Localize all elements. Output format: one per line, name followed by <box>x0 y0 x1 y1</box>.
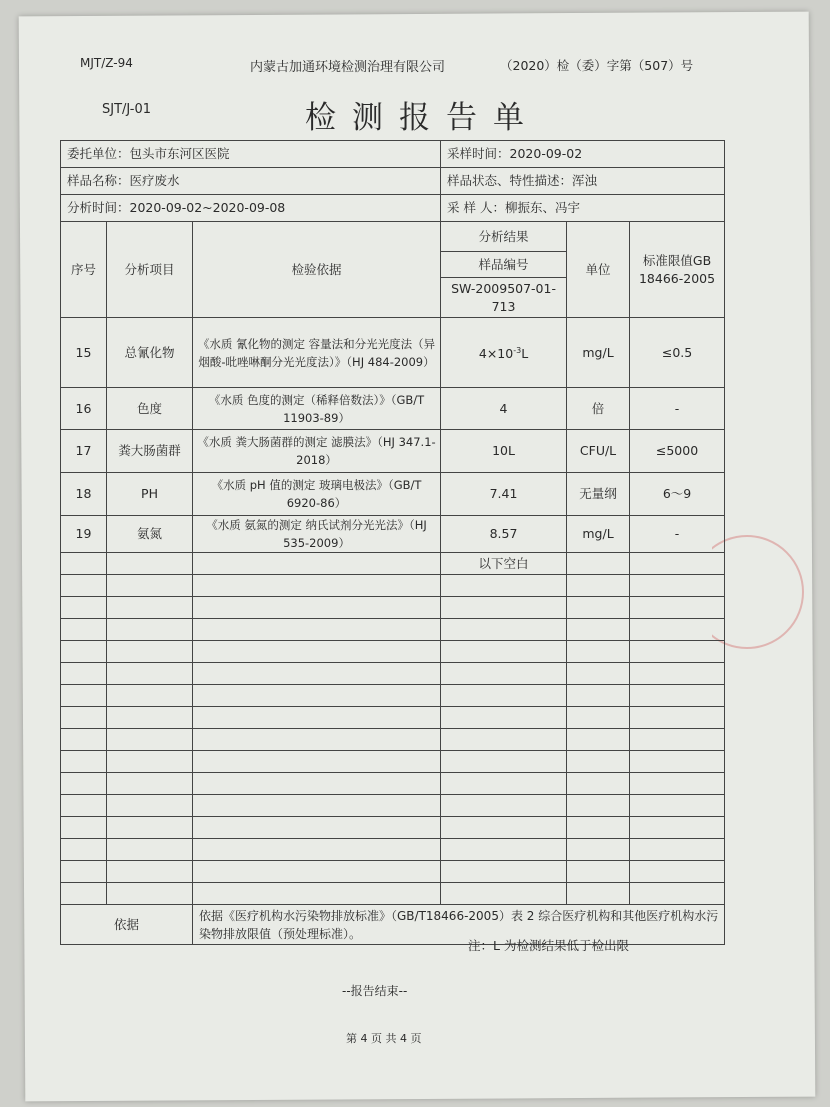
cell-no: 19 <box>61 516 107 553</box>
col-header-basis: 检验依据 <box>193 222 441 318</box>
blank-row <box>61 751 725 773</box>
col-header-unit: 单位 <box>567 222 630 318</box>
cell-item: 色度 <box>107 388 193 430</box>
cell-value: 4 <box>441 388 567 430</box>
cell-limit: ≤0.5 <box>630 318 725 388</box>
header-row-1 <box>61 222 725 252</box>
blank-row <box>61 663 725 685</box>
cell-item: PH <box>107 473 193 516</box>
blank-row <box>61 619 725 641</box>
report-table <box>60 140 725 945</box>
cell-basis: 《水质 色度的测定（稀释倍数法）》（GB/T 11903-89） <box>193 388 441 430</box>
blank-row <box>61 861 725 883</box>
blank-row <box>61 839 725 861</box>
cell-unit: CFU/L <box>567 430 630 473</box>
col-header-result: 分析结果 <box>441 222 567 252</box>
sample-name-field: 样品名称：医疗废水 <box>61 168 441 195</box>
cell-value: 10L <box>441 430 567 473</box>
page-number: 第 4 页 共 4 页 <box>346 1032 422 1045</box>
table-row <box>61 473 725 516</box>
footnote: 注：L 为检测结果低于检出限 <box>468 938 629 953</box>
cell-limit: 6～9 <box>630 473 725 516</box>
company-name: 内蒙古加通环境检测治理有限公司 <box>250 60 446 75</box>
cell-basis: 《水质 氨氮的测定 纳氏试剂分光光法》（HJ 535-2009） <box>193 516 441 553</box>
page-title: 检测报告单 <box>305 100 540 136</box>
value-base: 4×10 <box>478 346 514 362</box>
cell-value: 8.57 <box>441 516 567 553</box>
table-row <box>61 516 725 553</box>
cell-limit: - <box>630 388 725 430</box>
blank-row <box>61 883 725 905</box>
cell-limit: ≤5000 <box>630 430 725 473</box>
col-header-sample-no: SW-2009507-01-713 <box>441 278 567 318</box>
cell-limit: - <box>630 516 725 553</box>
sampler-field: 采 样 人：柳振东、冯宇 <box>441 195 725 222</box>
blank-marker: 以下空白 <box>441 553 567 575</box>
sampling-time-field: 采样时间：2020-09-02 <box>441 141 725 168</box>
basis-label: 依据 <box>61 905 193 945</box>
cell-unit: mg/L <box>567 516 630 553</box>
cell-value <box>441 318 567 388</box>
table-row <box>61 388 725 430</box>
cell-no: 16 <box>61 388 107 430</box>
report-end: --报告结束-- <box>342 984 408 998</box>
analysis-time-field: 分析时间：2020-09-02~2020-09-08 <box>61 195 441 222</box>
cell-basis: 《水质 pH 值的测定 玻璃电极法》（GB/T 6920-86） <box>193 473 441 516</box>
cell-value: 7.41 <box>441 473 567 516</box>
cell-no: 17 <box>61 430 107 473</box>
client-field: 委托单位：包头市东河区医院 <box>61 141 441 168</box>
cell-item: 氨氮 <box>107 516 193 553</box>
blank-row <box>61 817 725 839</box>
col-header-item: 分析项目 <box>107 222 193 318</box>
cell-item: 总氰化物 <box>107 318 193 388</box>
blank-row <box>61 795 725 817</box>
info-row-sample <box>61 168 725 195</box>
blank-row <box>61 707 725 729</box>
cell-unit: 无量纲 <box>567 473 630 516</box>
cell-item: 粪大肠菌群 <box>107 430 193 473</box>
blank-row <box>61 729 725 751</box>
cell-unit: 倍 <box>567 388 630 430</box>
cell-no: 15 <box>61 318 107 388</box>
cell-no: 18 <box>61 473 107 516</box>
blank-row <box>61 553 725 575</box>
cell-basis: 《水质 粪大肠菌群的测定 滤膜法》（HJ 347.1-2018） <box>193 430 441 473</box>
col-header-no: 序号 <box>61 222 107 318</box>
blank-row <box>61 685 725 707</box>
value-exponent: -3 <box>513 345 522 355</box>
cell-basis: 《水质 氰化物的测定 容量法和分光光度法（异烟酸-吡唑啉酮分光光度法）》（HJ 484-2009） <box>193 318 441 388</box>
basis-text: 依据《医疗机构水污染物排放标准》（GB/T18466-2005）表 2 综合医疗机构和其他医疗机构水污染物排放限值（预处理标准）。 <box>193 905 725 945</box>
col-header-limit: 标准限值GB 18466-2005 <box>630 222 725 318</box>
blank-row <box>61 773 725 795</box>
info-row-analysis <box>61 195 725 222</box>
value-flag: L <box>521 346 529 362</box>
info-row-client <box>61 141 725 168</box>
sample-state-field: 样品状态、特性描述：浑浊 <box>441 168 725 195</box>
blank-row <box>61 641 725 663</box>
report-number: （2020）检（委）字第（507）号 <box>500 58 694 73</box>
cell-unit: mg/L <box>567 318 630 388</box>
blank-row <box>61 597 725 619</box>
form-code: MJT/Z-94 <box>80 56 133 70</box>
blank-row <box>61 575 725 597</box>
col-header-sample-no-label: 样品编号 <box>441 252 567 278</box>
table-row <box>61 318 725 388</box>
doc-code: SJT/J-01 <box>102 102 152 117</box>
table-row <box>61 430 725 473</box>
